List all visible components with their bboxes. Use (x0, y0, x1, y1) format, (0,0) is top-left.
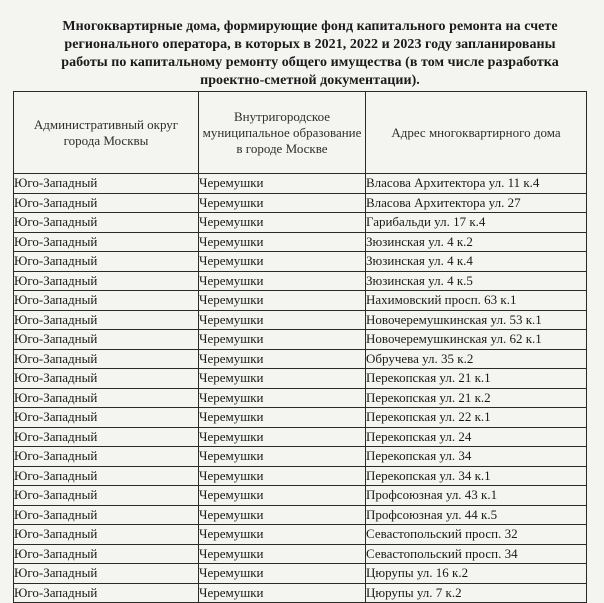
address-cell: Власова Архитектора ул. 27 (366, 193, 587, 213)
table-row (14, 525, 587, 545)
table-row (14, 564, 587, 584)
municipality-cell: Черемушки (199, 271, 366, 291)
address-cell: Перекопская ул. 34 (366, 447, 587, 467)
district-cell: Юго-Западный (14, 466, 199, 486)
table-row (14, 271, 587, 291)
district-cell: Юго-Западный (14, 252, 199, 272)
table-row (14, 505, 587, 525)
address-cell: Севастопольский просп. 32 (366, 525, 587, 545)
address-cell: Цюрупы ул. 7 к.2 (366, 583, 587, 603)
table-row (14, 349, 587, 369)
district-cell: Юго-Западный (14, 174, 199, 194)
table-row (14, 466, 587, 486)
municipality-cell: Черемушки (199, 505, 366, 525)
municipality-cell: Черемушки (199, 349, 366, 369)
housing-table (13, 91, 587, 603)
municipality-cell: Черемушки (199, 252, 366, 272)
address-cell: Перекопская ул. 21 к.2 (366, 388, 587, 408)
district-cell: Юго-Западный (14, 447, 199, 467)
district-cell: Юго-Западный (14, 330, 199, 350)
address-cell: Нахимовский просп. 63 к.1 (366, 291, 587, 311)
table-row (14, 427, 587, 447)
table-row (14, 213, 587, 233)
district-cell: Юго-Западный (14, 427, 199, 447)
table-row (14, 232, 587, 252)
table-row (14, 544, 587, 564)
column-header-district: Административный округ города Москвы (14, 92, 199, 174)
municipality-cell: Черемушки (199, 408, 366, 428)
district-cell: Юго-Западный (14, 310, 199, 330)
district-cell: Юго-Западный (14, 271, 199, 291)
address-cell: Севастопольский просп. 34 (366, 544, 587, 564)
address-cell: Перекопская ул. 24 (366, 427, 587, 447)
address-cell: Новочеремушкинская ул. 53 к.1 (366, 310, 587, 330)
table-row (14, 193, 587, 213)
district-cell: Юго-Западный (14, 564, 199, 584)
district-cell: Юго-Западный (14, 369, 199, 389)
table-row (14, 330, 587, 350)
table-header-row (14, 92, 587, 174)
municipality-cell: Черемушки (199, 583, 366, 603)
table-row (14, 447, 587, 467)
address-cell: Профсоюзная ул. 44 к.5 (366, 505, 587, 525)
address-cell: Новочеремушкинская ул. 62 к.1 (366, 330, 587, 350)
municipality-cell: Черемушки (199, 193, 366, 213)
municipality-cell: Черемушки (199, 369, 366, 389)
municipality-cell: Черемушки (199, 544, 366, 564)
district-cell: Юго-Западный (14, 388, 199, 408)
address-cell: Власова Архитектора ул. 11 к.4 (366, 174, 587, 194)
table-row (14, 252, 587, 272)
municipality-cell: Черемушки (199, 174, 366, 194)
address-cell: Цюрупы ул. 16 к.2 (366, 564, 587, 584)
district-cell: Юго-Западный (14, 544, 199, 564)
municipality-cell: Черемушки (199, 291, 366, 311)
table-row (14, 174, 587, 194)
address-cell: Зюзинская ул. 4 к.4 (366, 252, 587, 272)
address-cell: Перекопская ул. 22 к.1 (366, 408, 587, 428)
table-row (14, 369, 587, 389)
address-cell: Гарибальди ул. 17 к.4 (366, 213, 587, 233)
district-cell: Юго-Западный (14, 408, 199, 428)
municipality-cell: Черемушки (199, 213, 366, 233)
address-cell: Перекопская ул. 21 к.1 (366, 369, 587, 389)
address-cell: Перекопская ул. 34 к.1 (366, 466, 587, 486)
district-cell: Юго-Западный (14, 583, 199, 603)
address-cell: Обручева ул. 35 к.2 (366, 349, 587, 369)
address-cell: Профсоюзная ул. 43 к.1 (366, 486, 587, 506)
district-cell: Юго-Западный (14, 291, 199, 311)
table-row (14, 291, 587, 311)
municipality-cell: Черемушки (199, 564, 366, 584)
district-cell: Юго-Западный (14, 349, 199, 369)
municipality-cell: Черемушки (199, 486, 366, 506)
municipality-cell: Черемушки (199, 310, 366, 330)
municipality-cell: Черемушки (199, 447, 366, 467)
municipality-cell: Черемушки (199, 232, 366, 252)
table-row (14, 408, 587, 428)
address-cell: Зюзинская ул. 4 к.2 (366, 232, 587, 252)
table-row (14, 310, 587, 330)
column-header-municipality: Внутригородское муниципальное образование в городе Москве (199, 92, 366, 174)
district-cell: Юго-Западный (14, 232, 199, 252)
address-cell: Зюзинская ул. 4 к.5 (366, 271, 587, 291)
district-cell: Юго-Западный (14, 213, 199, 233)
municipality-cell: Черемушки (199, 427, 366, 447)
table-body (14, 174, 587, 603)
district-cell: Юго-Западный (14, 193, 199, 213)
document-title: Многоквартирные дома, формирующие фонд капитального ремонта на счете регионального оператора, в которых в 2021, 2022 и 2023 году запланированы работы по капитальному ремонту общего имущества (в том числе разработка проектно-сметной документации). (61, 19, 559, 88)
municipality-cell: Черемушки (199, 525, 366, 545)
column-header-address: Адрес многоквартирного дома (366, 92, 587, 174)
municipality-cell: Черемушки (199, 466, 366, 486)
table-row (14, 583, 587, 603)
district-cell: Юго-Западный (14, 486, 199, 506)
district-cell: Юго-Западный (14, 525, 199, 545)
municipality-cell: Черемушки (199, 330, 366, 350)
municipality-cell: Черемушки (199, 388, 366, 408)
district-cell: Юго-Западный (14, 505, 199, 525)
table-row (14, 388, 587, 408)
table-row (14, 486, 587, 506)
